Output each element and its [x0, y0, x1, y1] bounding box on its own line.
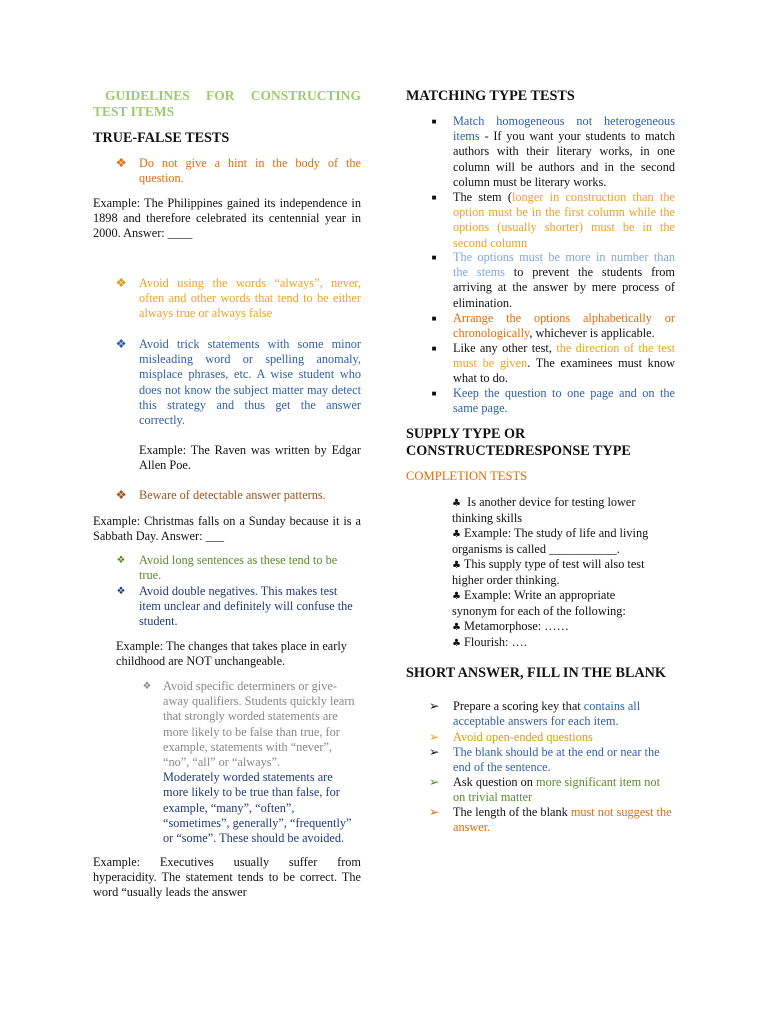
arrowhead-icon: ➢ [428, 805, 440, 819]
square-icon: ■ [431, 253, 437, 262]
arrowhead-icon: ➢ [428, 730, 440, 744]
four-diamond-icon: ❖ [142, 681, 152, 692]
club-icon: ♣ [452, 529, 461, 540]
completion-tests-heading: COMPLETION TESTS [406, 469, 528, 483]
true-false-heading: TRUE-FALSE TESTS [93, 130, 230, 146]
club-icon: ♣ [452, 591, 461, 602]
square-icon: ■ [431, 344, 437, 353]
four-diamond-icon: ❖ [115, 337, 127, 351]
arrowhead-icon: ➢ [428, 745, 440, 759]
example-raven: Example: The Raven was written by Edgar Allen Poe. [139, 443, 361, 473]
square-icon: ■ [431, 389, 437, 398]
arrowhead-icon: ➢ [428, 699, 440, 713]
four-diamond-icon: ❖ [116, 586, 126, 597]
square-icon: ■ [431, 117, 437, 126]
club-icon: ♣ [452, 638, 461, 649]
square-icon: ■ [431, 193, 437, 202]
title-line-1: GUIDELINES FOR CONSTRUCTING [105, 88, 361, 103]
example-changes: Example: The changes that takes place in early childhood are NOT unchangeable. [116, 639, 347, 669]
four-diamond-icon: ❖ [115, 276, 127, 290]
supply-type-heading: SUPPLY TYPE OR CONSTRUCTEDRESPONSE TYPE [406, 426, 631, 459]
club-icon: ♣ [452, 498, 461, 509]
example-executives: Example: Executives usually suffer from hyperacidity. The statement tends to be correct. The word “usually leads the answer [93, 855, 361, 900]
title-line-2: TEST ITEMS [93, 103, 175, 119]
arrowhead-icon: ➢ [428, 775, 440, 789]
four-diamond-icon: ❖ [115, 488, 127, 502]
example-philippines: Example: The Philippines gained its independence in 1898 and therefore celebrated its centennial year in 2000. Answer: ____ [93, 196, 361, 241]
example-christmas: Example: Christmas falls on a Sunday because it is a Sabbath Day. Answer: ___ [93, 514, 361, 544]
document-page: GUIDELINES FOR CONSTRUCTING TEST ITEMS TRUE-FALSE TESTS ❖ Do not give a hint in the body of the question. Example: The Philippines gained its independence in 1898 and therefore celebrated its centennial year in 2000. Answer: ____ ❖ Avoid using the words “always”, never, often and other words that tend to be either always true or always false ❖ Avoid trick statements with some minor misleading word or spelling anomaly, misplace phrases, etc. A wise student who does not know the subject matter may detect this strategy and thus get the answer correctly. Example: The Raven was written by Edgar Allen Poe. ❖ Beware of detectable answer patterns. Example: Christmas falls on a Sunday because it is a Sabbath Day. Answer: ___ ❖ Avoid long sentences as these tend to be true. ❖ Avoid double negatives. This makes test item unclear and definitely will confuse the student. Example: The changes that takes place in early childhood are NOT unchangeable. ❖ Avoid specific determiners or give-away qualifiers. Students quickly learn that strongly worded statements are more likely to be false than true, for example, statements with “never”, “no”, “all” or “always”. Moderately worded statements are more likely to be true than false, for example, “many”, “often”, “sometimes”, generally”, “frequently” or “some”. These should be avoided. Example: Executives usually suffer from hyperacidity. The statement tends to be correct. The word “usually leads the answer MATCHING TYPE TESTS ■ Match homogeneous not heterogeneous items - If you want your students to match authors with their literary works, in one column will be authors and in the second column must be literary works. ■ The stem (longer in construction than the option must be in the first column while the options (usually shorter) must be in the second column ■ The options must be more in number than the stems to prevent the students from arriving at the answer by mere process of elimination. ■ Arrange the options alphabetically or chronologically, whichever is applicable. ■ Like any other test, the direction of the test must be given. The examinees must know what to do. ■ Keep the question to one page and on the same page. SUPPLY TYPE OR CONSTRUCTEDRESPONSE TYPE COMPLETION TESTS ♣ Is another device for testing lower thinking skills ♣ Example: The study of life and living organisms is called ___________. ♣ This supply type of test will also test higher order thinking. ♣ Example: Write an appropriate synonym for each of the following: ♣ Metamorphose: …… ♣ Flourish: …. SHORT ANSWER, FILL IN THE BLANK ➢ Prepare a scoring key that contains all acceptable answers for each item. ➢ Avoid open-ended questions ➢ The blank should be at the end or near the end of the sentence. ➢ Ask question on more significant item not on trivial matter ➢ The length of the blank must not suggest the answer. [93, 88, 676, 900]
club-icon: ♣ [452, 622, 461, 633]
club-icon: ♣ [452, 560, 461, 571]
matching-heading: MATCHING TYPE TESTS [406, 88, 575, 104]
four-diamond-icon: ❖ [116, 555, 126, 566]
short-answer-heading: SHORT ANSWER, FILL IN THE BLANK [406, 665, 666, 681]
four-diamond-icon: ❖ [115, 156, 127, 170]
square-icon: ■ [431, 314, 437, 323]
document-title [93, 88, 361, 119]
